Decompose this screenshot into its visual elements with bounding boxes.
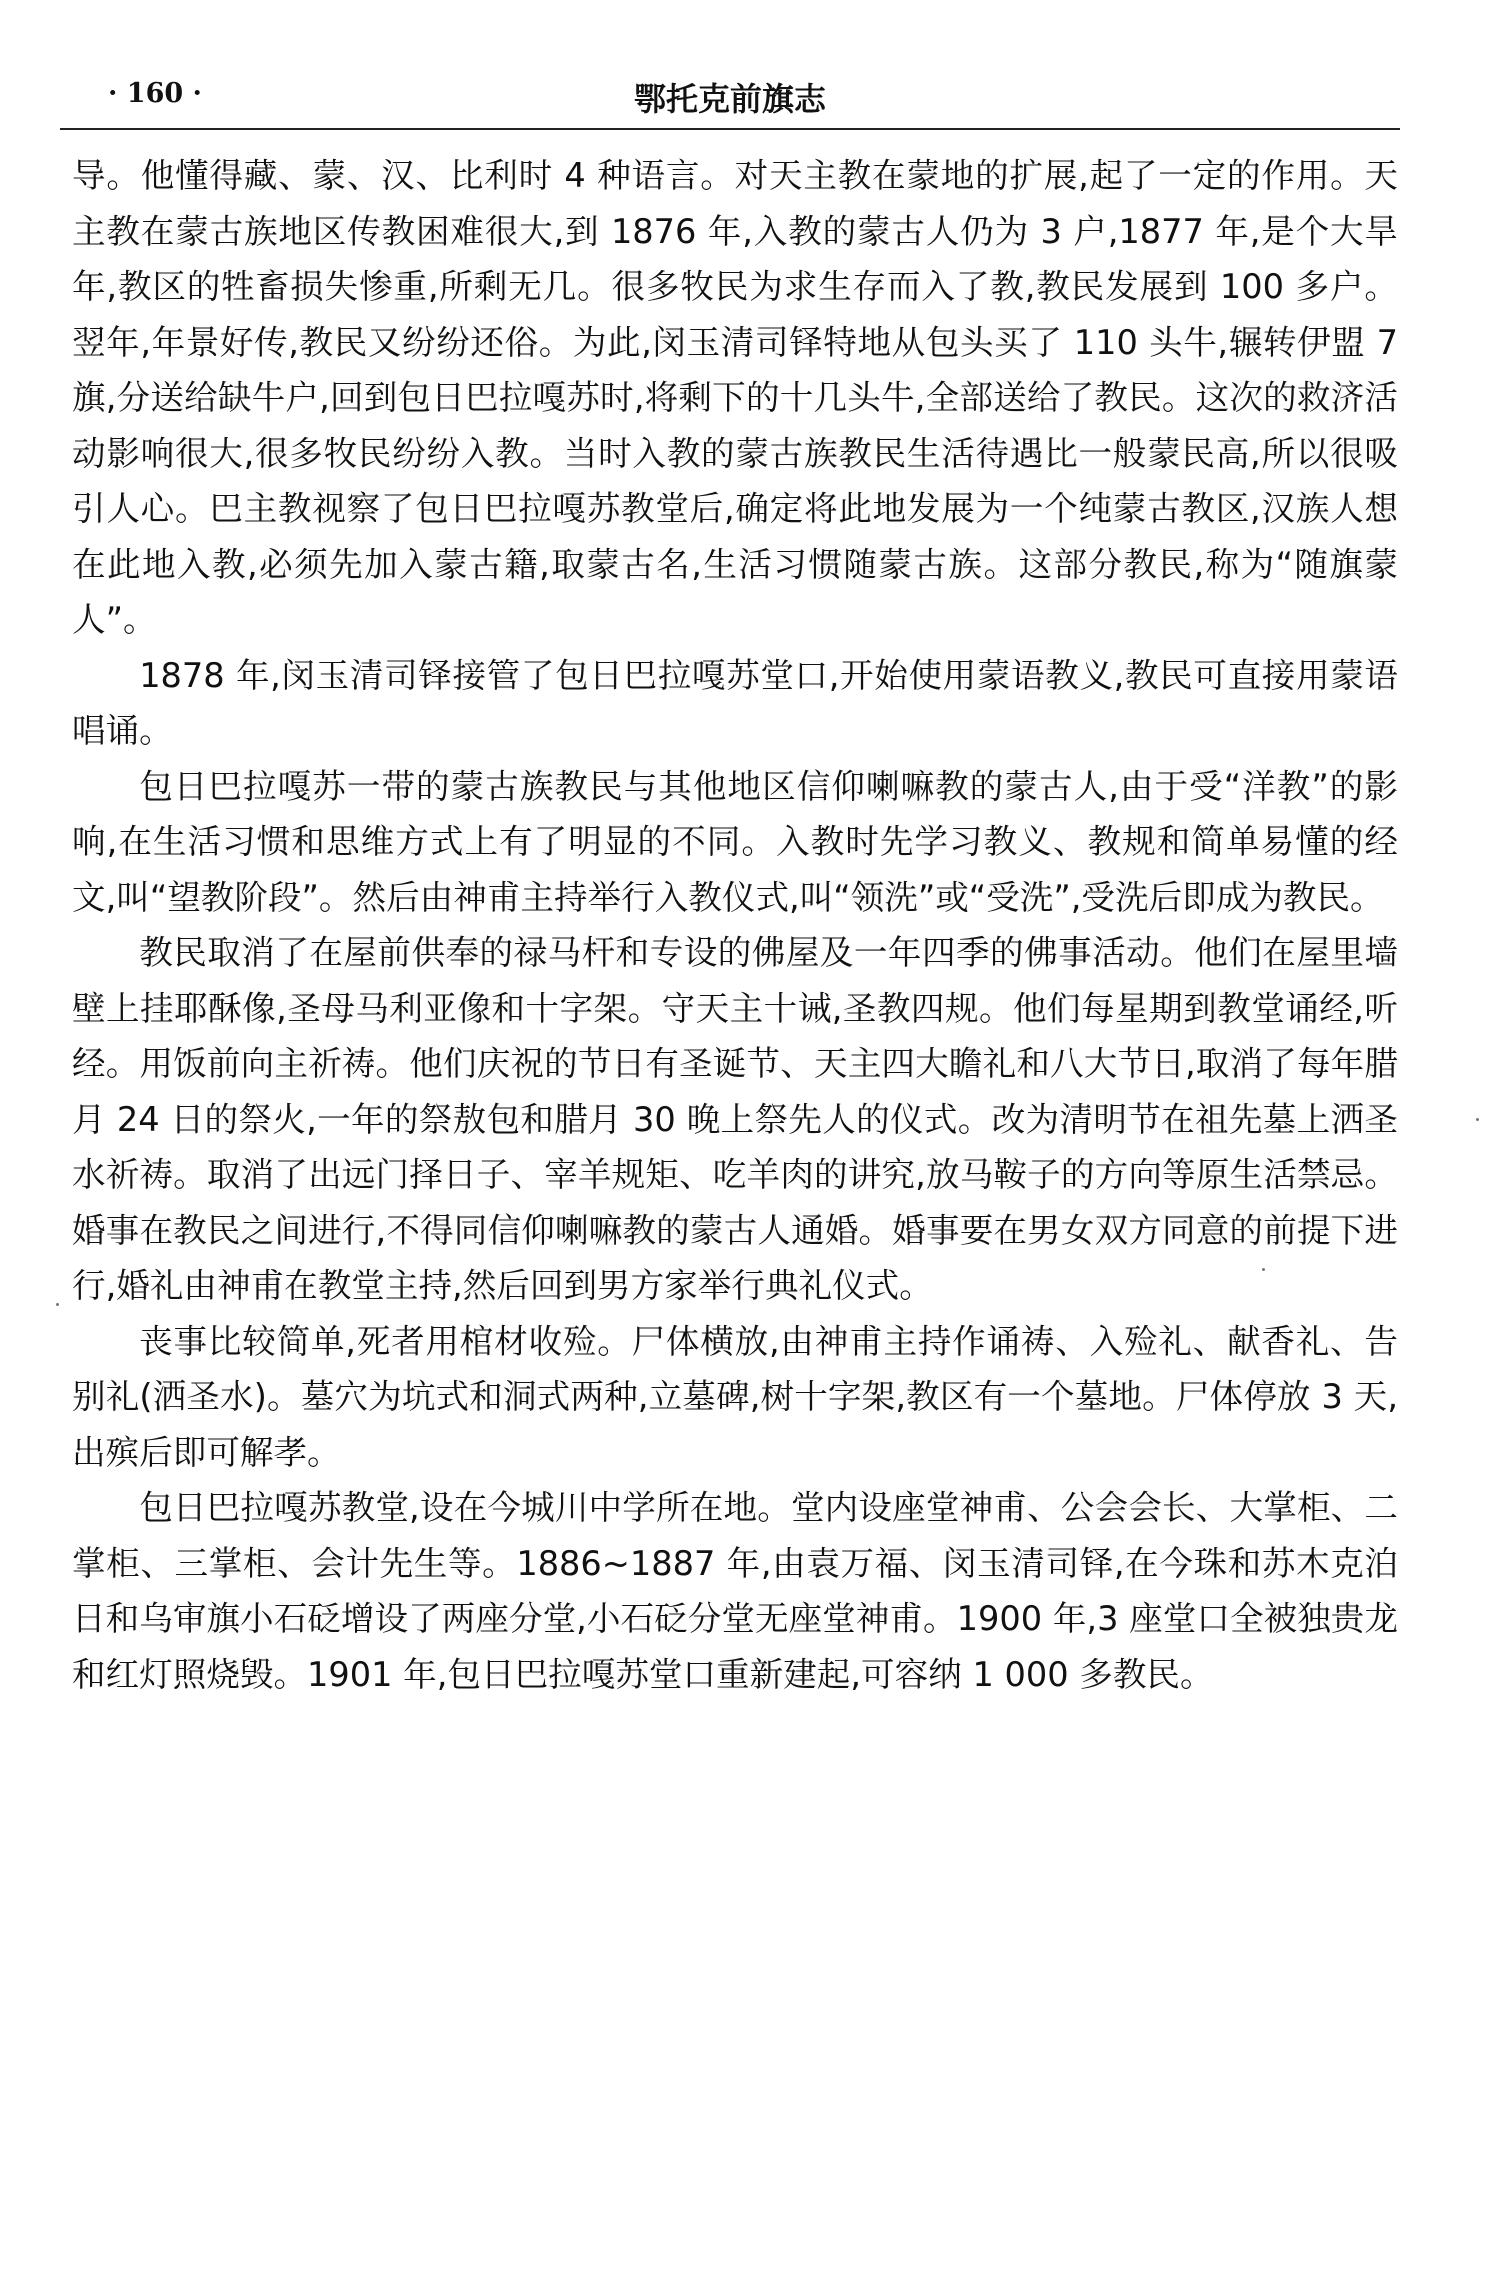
paragraph: 丧事比较简单,死者用棺材收殓。尸体横放,由神甫主持作诵祷、入殓礼、献香礼、告别礼(洒圣水)。墓穴为坑式和洞式两种,立墓碑,树十字架,教区有一个墓地。尸体停放 3 天,出殡后即可解孝。 [72,1321,1398,1472]
scan-speck [56,1303,59,1306]
paragraph: 1878 年,闵玉清司铎接管了包日巴拉嘎苏堂口,开始使用蒙语教义,教民可直接用蒙语唱诵。 [72,655,1398,750]
body-text [72,148,1398,1702]
scan-speck [1262,1268,1265,1271]
paragraph: 包日巴拉嘎苏一带的蒙古族教民与其他地区信仰喇嘛教的蒙古人,由于受“洋教”的影响,在生活习惯和思维方式上有了明显的不同。入教时先学习教义、教规和简单易懂的经文,叫“望教阶段”。然后由神甫主持举行入教仪式,叫“领洗”或“受洗”,受洗后即成为教民。 [72,766,1398,917]
paragraph: 教民取消了在屋前供奉的禄马杆和专设的佛屋及一年四季的佛事活动。他们在屋里墙壁上挂耶酥像,圣母马利亚像和十字架。守天主十诫,圣教四规。他们每星期到教堂诵经,听经。用饭前向主祈祷。他们庆祝的节日有圣诞节、天主四大瞻礼和八大节日,取消了每年腊月 24 日的祭火,一年的祭敖包和腊月 30 晚上祭先人的仪式。改为清明节在祖先墓上洒圣水祈祷。取消了出远门择日子、宰羊规矩、吃羊肉的讲究,放马鞍子的方向等原生活禁忌。婚事在教民之间进行,不得同信仰喇嘛教的蒙古人通婚。婚事要在男女双方同意的前提下进行,婚礼由神甫在教堂主持,然后回到男方家举行典礼仪式。 [72,933,1398,1305]
paragraph-continued: 导。他懂得藏、蒙、汉、比利时 4 种语言。对天主教在蒙地的扩展,起了一定的作用。天主教在蒙古族地区传教困难很大,到 1876 年,入教的蒙古人仍为 3 户,1877 年,是个大旱年,教区的牲畜损失惨重,所剩无几。很多牧民为求生存而入了教,教民发展到 100 多户。翌年,年景好传,教民又纷纷还俗。为此,闵玉清司铎特地从包头买了 110 头牛,辗转伊盟 7 旗,分送给缺牛户,回到包日巴拉嘎苏时,将剩下的十几头牛,全部送给了教民。这次的救济活动影响很大,很多牧民纷纷入教。当时入教的蒙古族教民生活待遇比一般蒙民高,所以很吸引人心。巴主教视察了包日巴拉嘎苏教堂后,确定将此地发展为一个纯蒙古教区,汉族人想在此地入教,必须先加入蒙古籍,取蒙古名,生活习惯随蒙古族。这部分教民,称为“随旗蒙人”。 [72,156,1398,639]
scan-speck [1476,1118,1479,1121]
page-number: · 160 · [108,78,202,109]
header-rule [60,128,1400,130]
running-title: 鄂托克前旗志 [633,80,826,118]
paragraph: 包日巴拉嘎苏教堂,设在今城川中学所在地。堂内设座堂神甫、公会会长、大掌柜、二掌柜、三掌柜、会计先生等。1886~1887 年,由袁万福、闵玉清司铎,在今珠和苏木克泊日和乌审旗小石砭增设了两座分堂,小石砭分堂无座堂神甫。1900 年,3 座堂口全被独贵龙和红灯照烧毁。1901 年,包日巴拉嘎苏堂口重新建起,可容纳 1 000 多教民。 [72,1488,1398,1694]
page-header [60,72,1400,122]
